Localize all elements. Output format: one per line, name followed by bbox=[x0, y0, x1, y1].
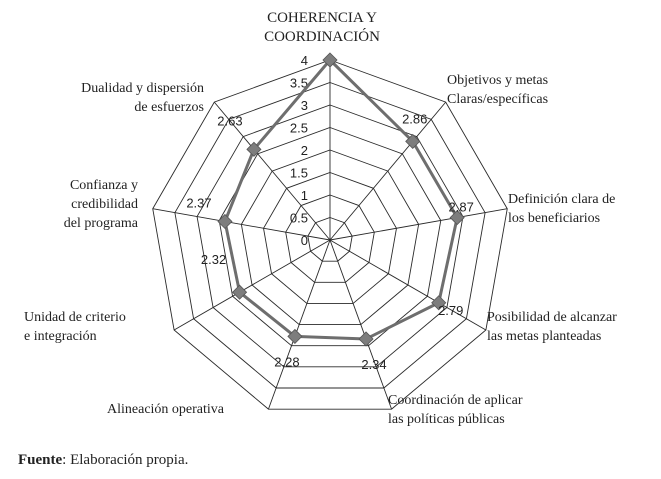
category-label-line: los beneficiarios bbox=[508, 211, 601, 226]
category-label bbox=[388, 393, 523, 427]
category-label-line: credibilidad bbox=[71, 197, 138, 212]
category-label-line: las metas planteadas bbox=[487, 329, 602, 344]
data-label: 2.79 bbox=[438, 302, 464, 318]
category-label bbox=[447, 73, 548, 107]
data-label: 2.32 bbox=[200, 252, 227, 268]
category-label-line: Posibilidad de alcanzar bbox=[487, 310, 617, 325]
source-text: : Elaboración propia. bbox=[62, 452, 189, 468]
radial-tick-labels bbox=[290, 53, 308, 248]
data-label: 2.63 bbox=[217, 113, 243, 129]
tick-label: 2 bbox=[300, 143, 308, 158]
data-label: 2.87 bbox=[448, 199, 474, 215]
tick-label: 1 bbox=[300, 188, 308, 203]
category-label bbox=[81, 81, 204, 115]
category-label-line: e integración bbox=[24, 329, 97, 344]
category-label-line: Objetivos y metas bbox=[447, 73, 549, 88]
tick-label: 4 bbox=[300, 53, 308, 68]
category-label-line: Dualidad y dispersión bbox=[81, 81, 204, 96]
data-label: 2.34 bbox=[361, 356, 387, 372]
category-label-line: Confianza y bbox=[69, 178, 138, 193]
category-label-line: Unidad de criterio bbox=[24, 310, 126, 325]
tick-label: 0 bbox=[300, 233, 308, 248]
source-label: Fuente bbox=[18, 452, 63, 468]
tick-label: 2.5 bbox=[289, 120, 308, 136]
tick-label: 3 bbox=[300, 98, 308, 113]
category-label-line: Coordinación de aplicar bbox=[388, 393, 523, 408]
category-label-line: de esfuerzos bbox=[134, 100, 204, 115]
tick-label: 3.5 bbox=[289, 75, 308, 91]
category-label-line: Alineación operativa bbox=[107, 402, 225, 417]
category-label bbox=[24, 310, 126, 344]
data-label: 2.37 bbox=[186, 195, 212, 211]
tick-label: 1.5 bbox=[289, 165, 308, 181]
tick-label: 0.5 bbox=[289, 210, 308, 226]
source-note bbox=[18, 452, 188, 469]
grid-spoke bbox=[174, 240, 330, 330]
category-label-line: COHERENCIA Y bbox=[267, 10, 377, 26]
category-label bbox=[487, 310, 617, 344]
category-label-line: del programa bbox=[63, 216, 138, 231]
category-label bbox=[264, 10, 380, 45]
category-label bbox=[64, 178, 139, 231]
data-label: 2.86 bbox=[402, 111, 428, 127]
category-label-line: Definición clara de bbox=[508, 192, 616, 207]
category-label bbox=[508, 192, 615, 226]
category-label-line: Claras/específicas bbox=[447, 92, 549, 107]
data-label: 2.28 bbox=[274, 354, 300, 370]
category-label-line: las políticas públicas bbox=[388, 412, 505, 427]
category-label bbox=[107, 402, 225, 417]
category-label-line: COORDINACIÓN bbox=[264, 29, 380, 45]
